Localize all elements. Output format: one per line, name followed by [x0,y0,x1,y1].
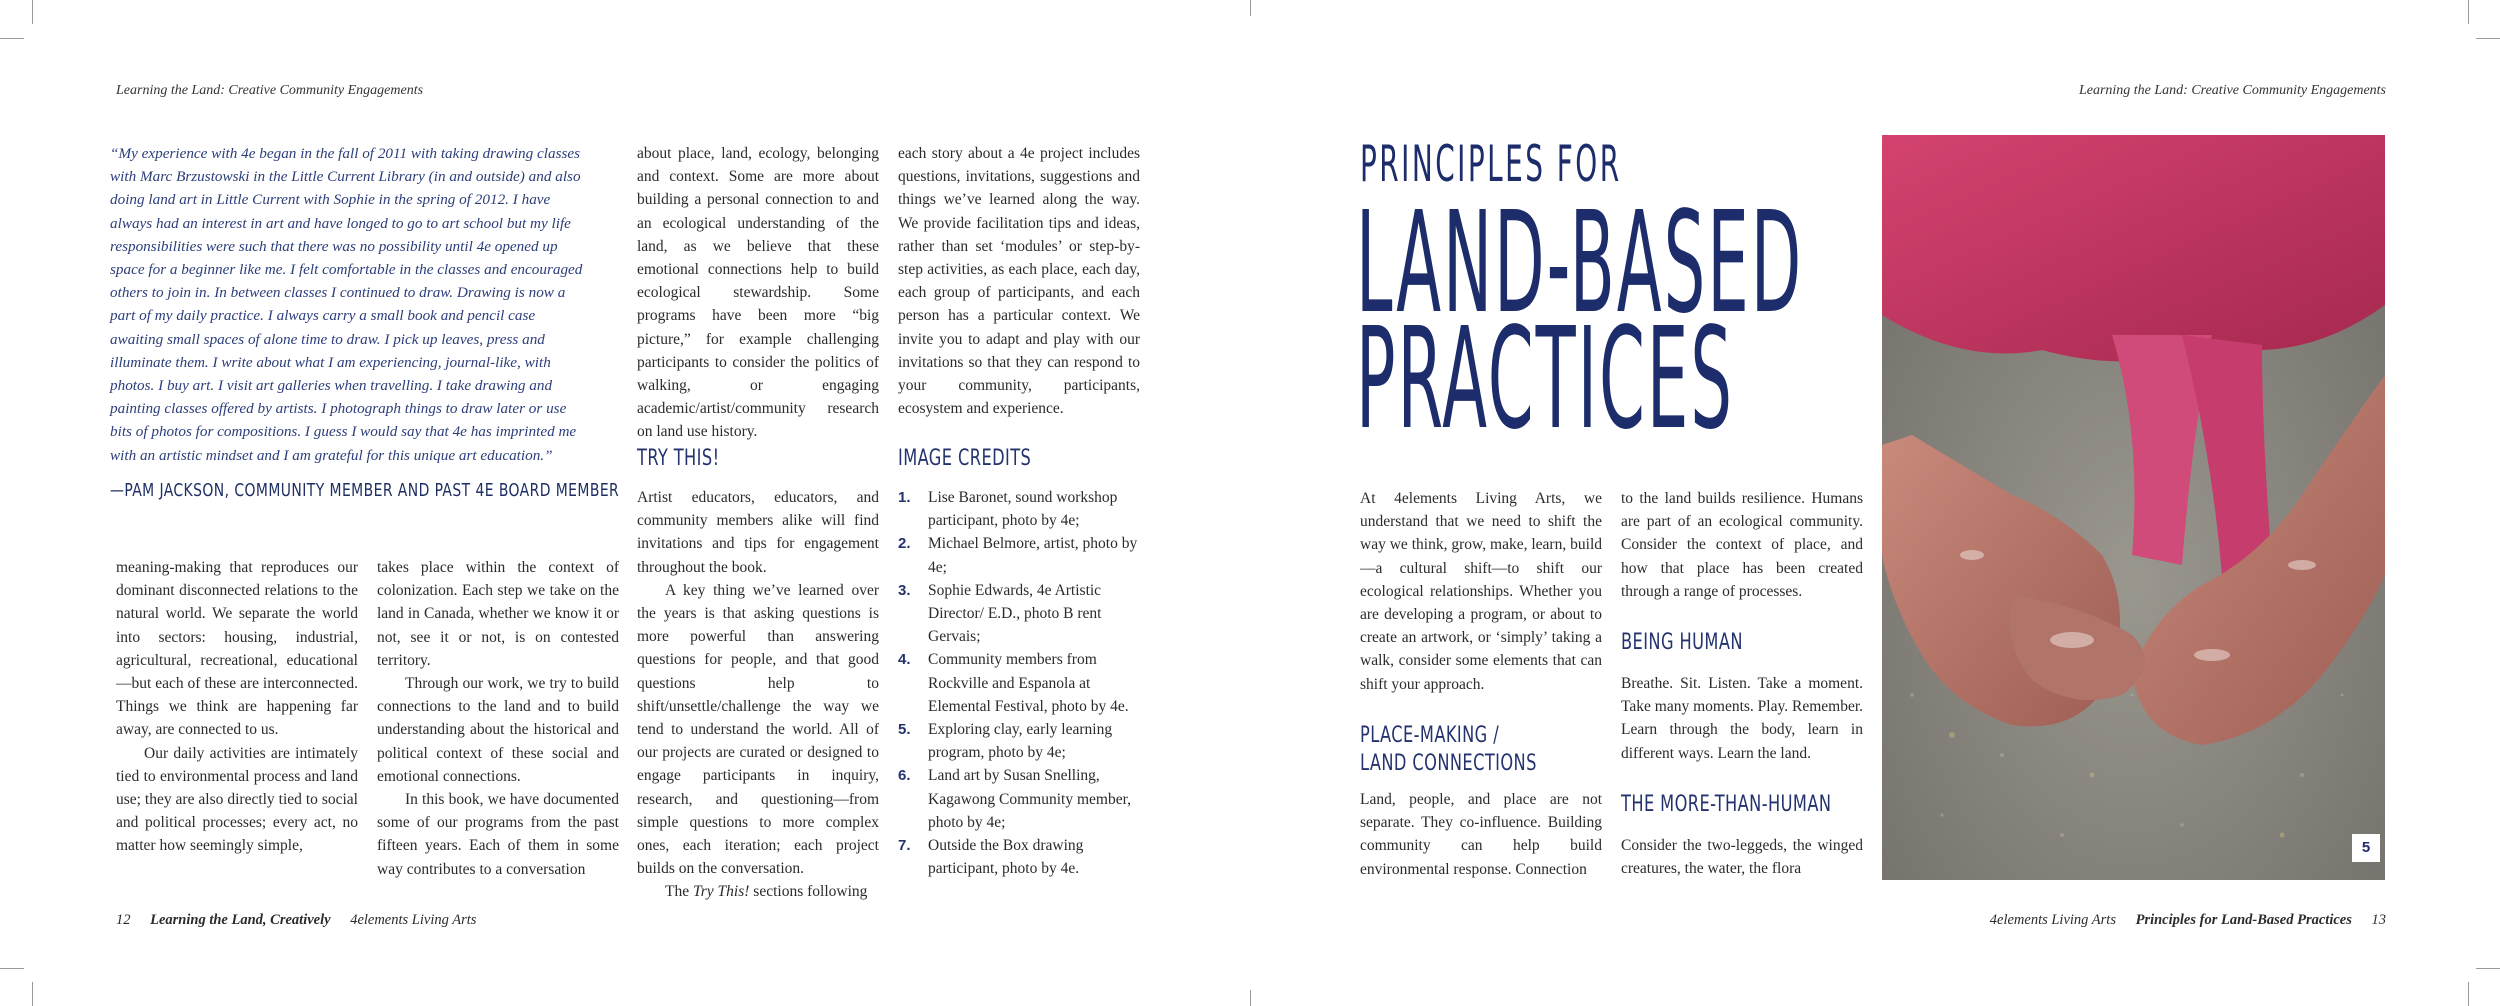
column-left-3b [637,486,879,904]
credit-item [898,764,1156,834]
text-run: sections following [749,883,868,901]
credit-text: Sophie Edwards, 4e Artistic Director/ E.D., photo B rent Gervais; [928,581,1102,646]
title-principles-for: PRINCIPLES FOR [1360,135,1622,193]
crop-mark [0,968,24,969]
credit-number: 3. [898,581,911,599]
paragraph: In this book, we have documented some of our programs from the past fifteen years. Each of them in some way contributes to a conversation [377,791,619,878]
being-human-heading: BEING HUMAN [1621,630,1743,655]
title-land-based: LAND-BASED [1356,182,1804,345]
credit-item [898,648,1156,718]
heading-line: PLACE-MAKING / [1360,723,1500,748]
credit-text: Land art by Susan Snelling, Kagawong Community member, photo by 4e; [928,767,1131,831]
paragraph: Land, people, and place are not separate. They co-influence. Building community can help build environmental response. Connection [1360,791,1602,878]
folio-right [1990,912,2386,929]
column-right-2 [1621,487,1863,603]
page-number: 12 [116,912,131,928]
text-emphasis: Try This! [692,883,750,901]
folio-title: Learning the Land, Creatively [150,912,331,928]
credit-number: 5. [898,721,911,739]
column-left-3 [637,142,879,444]
place-making-heading [1360,722,1537,778]
crop-mark [2476,968,2500,969]
credit-item [898,718,1156,764]
folio-left [116,912,476,929]
paragraph: A key thing we’ve learned over the years is that asking questions is more powerful than answering questions for people, and that good questions help to shift/unsettle/challenge the way we tend to understand the world. All of our projects are curated or designed to engage participants in inquiry, research, and questioning—from simple questions to more complex ones, each iteration; each project builds on the conversation. [637,581,879,878]
folio-org: 4elements Living Arts [350,912,477,928]
pull-quote [110,142,590,467]
try-this-heading: TRY THIS! [637,446,720,471]
credit-number: 1. [898,489,911,506]
paragraph: Our daily activities are intimately tied to environmental process and land use; they are also directly tied to social and political processes; every act, no matter how seemingly simple, [116,744,358,855]
clay-hands-photo [1882,135,2385,880]
image-credits-list [898,486,1156,880]
paragraph: Breathe. Sit. Listen. Take a moment. Take many moments. Play. Remember. Learn through the body, learn in different ways. Learn the land. [1621,675,1863,762]
credit-text: Lise Baronet, sound workshop participant, photo by 4e; [928,489,1118,530]
photo-page-number-badge: 5 [2352,834,2380,862]
pull-quote-text: “My experience with 4e began in the fall of 2011 with taking drawing classes with Marc Brzustowski in the Little Current Library (in and outside) and also doing land art in Little Current with Sophie in the spring of 2012. I have always had an interest in art and have longed to go to art school but my life responsibilities were such that there was no possibility until 4e opened up space for a beginner like me. I felt comfortable in the classes and encouraged others to join in. In between classes I continued to draw. Drawing is now a part of my daily practice. I always carry a small book and pencil case awaiting small spaces of alone time to draw. I pick up leaves, press and illuminate them. I write about what I am experiencing, journal-like, with photos. I buy art. I visit art galleries when travelling. I take drawing and painting classes offered by artists. I photograph things to draw later or use bits of photos for compositions. I guess I would say that 4e has imprinted me with an artistic mindset and I am grateful for this unique art education.” [110,145,583,464]
credit-number: 7. [898,837,911,855]
credit-item [898,834,1156,880]
paragraph: Through our work, we try to build connections to the land and to build understanding about the historical and political context of these social and emotional connections. [377,675,619,785]
paragraph: At 4elements Living Arts, we understand that we need to shift the way we think, grow, make, learn, build—a cultural shift—to shift our ecological relationships. Whether you are developing a program, or about to create an artwork, or ‘simply’ taking a walk, consider some elements that can shift your approach. [1360,490,1602,693]
crop-mark [2468,0,2469,24]
crop-mark [2476,38,2500,39]
credit-text: Michael Belmore, artist, photo by 4e; [928,535,1138,576]
text-run: The [665,883,693,901]
crop-mark [1250,0,1251,16]
paragraph: to the land builds resilience. Humans are part of an ecological community. Consider the context of place, and how that place has been created through a range of processes. [1621,490,1863,600]
folio-org: 4elements Living Arts [1989,912,2116,928]
credit-number: 4. [898,651,911,669]
column-right-1b [1360,788,1602,881]
credit-item [898,532,1156,578]
quote-attribution: —PAM JACKSON, COMMUNITY MEMBER AND PAST 4E BOARD MEMBER [110,480,620,501]
crop-mark [1250,990,1251,1006]
crop-mark [2468,982,2469,1006]
credit-text: Community members from Rockville and Espanola at Elemental Festival, photo by 4e. [928,651,1129,715]
more-than-human-heading: THE MORE-THAN-HUMAN [1621,792,1832,817]
column-right-1 [1360,487,1602,696]
column-left-4 [898,142,1140,420]
title-practices: PRACTICES [1356,298,1735,461]
image-credits-heading: IMAGE CREDITS [898,446,1032,471]
running-head-right: Learning the Land: Creative Community Engagements [2078,83,2386,98]
folio-title: Principles for Land-Based Practices [2135,912,2352,928]
column-left-1 [116,556,358,858]
page-number: 13 [2371,912,2386,928]
credit-text: Exploring clay, early learning program, photo by 4e; [928,721,1113,762]
paragraph: takes place within the context of colonization. Each step we take on the land in Canada, whether we know it or not, see it or not, is on contested territory. [377,559,619,669]
credit-number: 6. [898,767,911,785]
crop-mark [32,982,33,1006]
column-right-2c [1621,834,1863,880]
paragraph: Artist educators, educators, and community members alike will find invitations and tips for engagement throughout the book. [637,489,879,576]
paragraph: about place, land, ecology, belonging and context. Some are more about building a personal connection to and an ecological understanding of the land, as we believe that these emotional connections help to build ecological stewardship. Some programs have been more “big picture,” for example challenging participants to consider the politics of walking, or engaging academic/artist/community research on land use history. [637,145,879,441]
crop-mark [0,38,24,39]
credit-text: Outside the Box drawing participant, photo by 4e. [928,837,1084,878]
paragraph [637,880,879,903]
column-left-2 [377,556,619,881]
credit-item [898,486,1156,532]
column-right-2b [1621,672,1863,765]
credit-item [898,579,1156,649]
heading-line: LAND CONNECTIONS [1360,751,1537,776]
crop-mark [32,0,33,24]
photo-illustration [1882,135,2385,880]
paragraph: each story about a 4e project includes questions, invitations, suggestions and things we’ve learned along the way. We provide facilitation tips and ideas, rather than set ‘modules’ or step-by-step activities, as each place, each day, each group of participants, and each person has a particular context. We invite you to adapt and play with our invitations so that they can respond to your community, participants, ecosystem and experience. [898,145,1140,418]
credit-number: 2. [898,535,911,553]
paragraph: Consider the two-leggeds, the winged creatures, the water, the flora [1621,837,1863,878]
running-head-left: Learning the Land: Creative Community Engagements [116,83,424,98]
paragraph: meaning-making that reproduces our dominant disconnected relations to the natural world. We separate the world into sectors: housing, industrial, agricultural, recreational, educational—but each of these are interconnected. Things we think are happening far away, are connected to us. [116,559,358,739]
